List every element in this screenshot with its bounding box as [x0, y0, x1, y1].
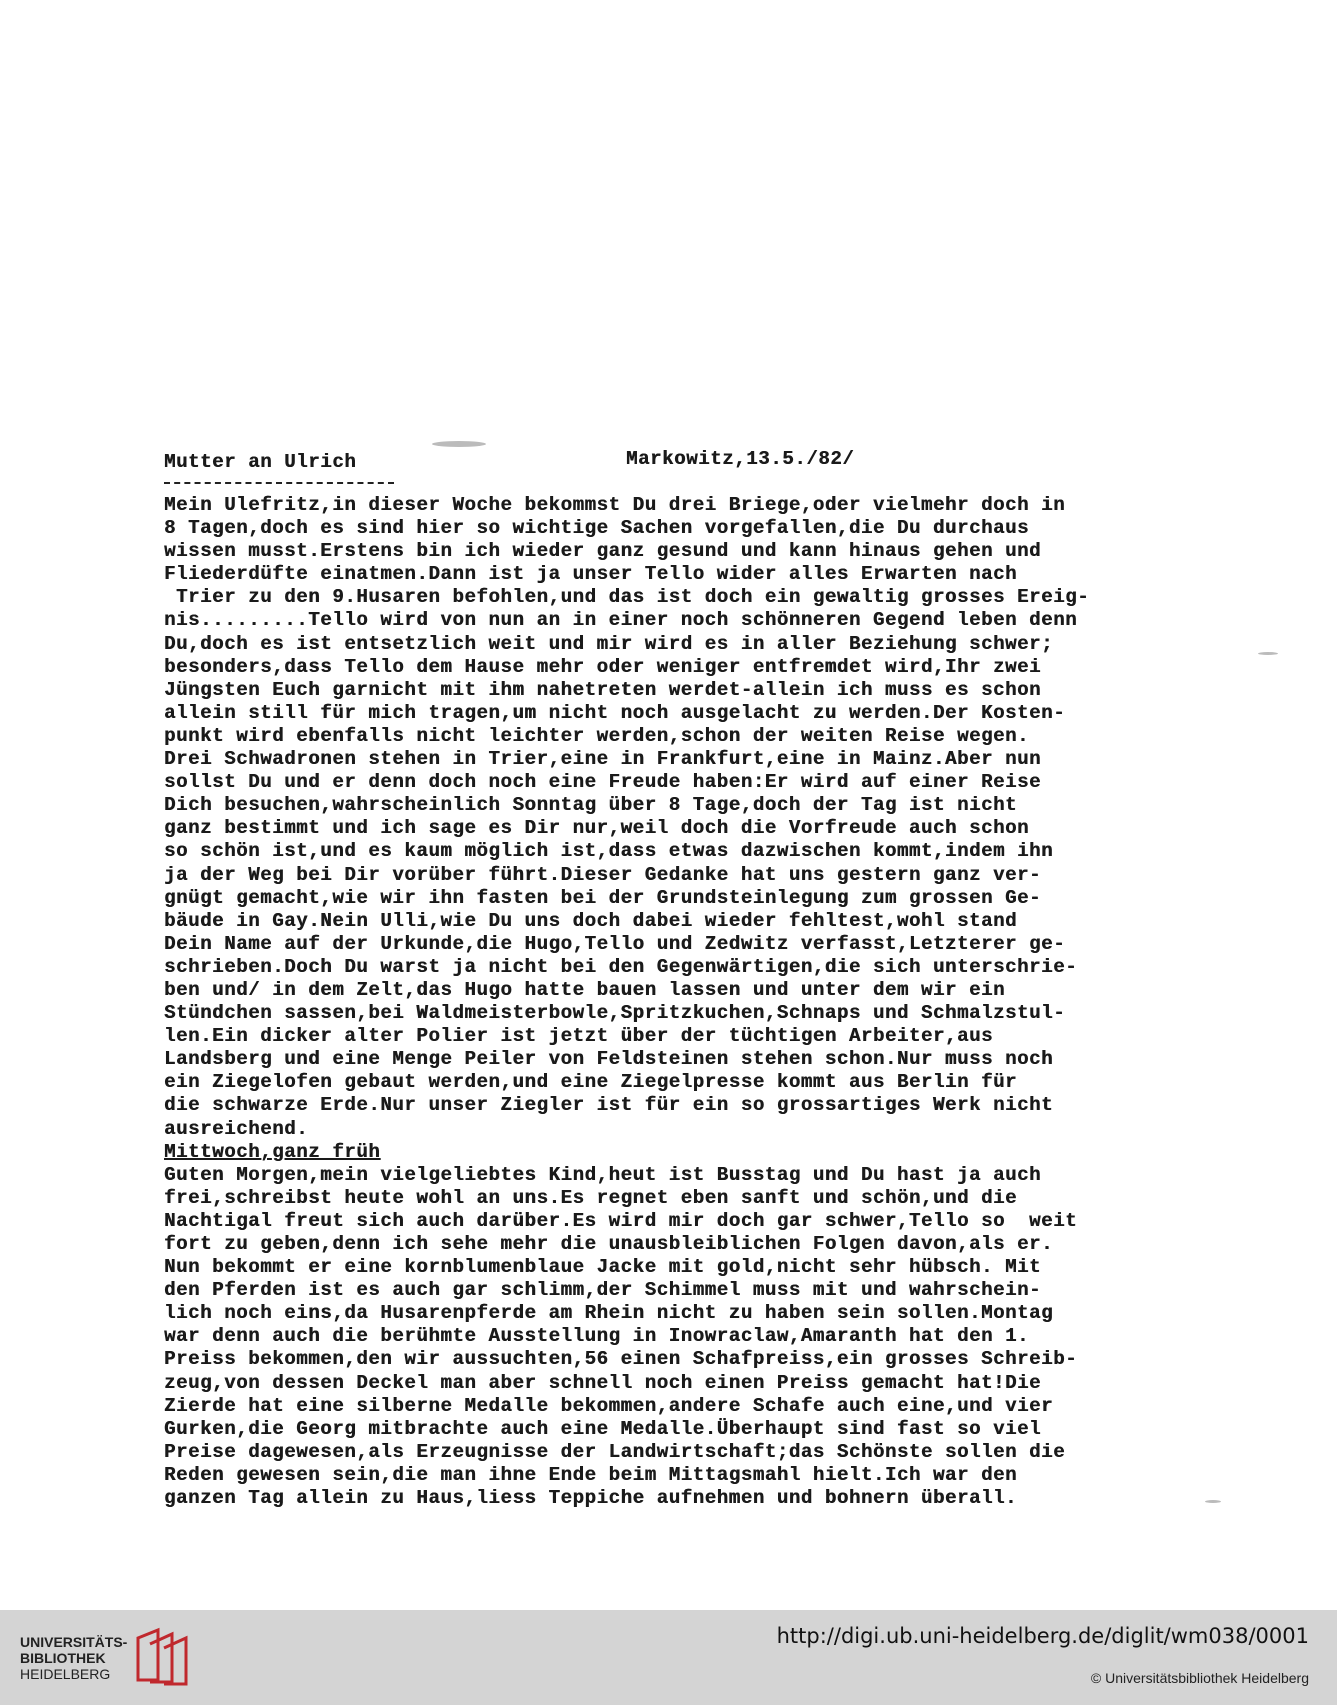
- letter-line: Reden gewesen sein,die man ihne Ende beim Mittagsmahl hielt.Ich war den: [164, 1463, 1018, 1486]
- ink-smudge: [1258, 652, 1278, 655]
- letter-line: frei,schreibst heute wohl an uns.Es regnet eben sanft und schön,und die: [164, 1186, 1018, 1209]
- letter-line: len.Ein dicker alter Polier ist jetzt über der tüchtigen Arbeiter,aus: [164, 1025, 993, 1048]
- letter-line: Dein Name auf der Urkunde,die Hugo,Tello und Zedwitz verfasst,Letzterer ge-: [164, 932, 1066, 955]
- letter-line: ausreichend.: [164, 1117, 309, 1140]
- letter-line: Stündchen sassen,bei Waldmeisterbowle,Spritzkuchen,Schnaps und Schmalzstul-: [164, 1002, 1066, 1025]
- letter-line: ganzen Tag allein zu Haus,liess Teppiche aufnehmen und bohnern überall.: [164, 1487, 1018, 1510]
- logo-line-3: HEIDELBERG: [20, 1666, 111, 1682]
- letter-line: Jüngsten Euch garnicht mit ihm nahetreten werdet-allein ich muss es schon: [164, 678, 1042, 701]
- letter-heading-date: Markowitz,13.5./82/: [626, 448, 855, 470]
- letter-line: 8 Tagen,doch es sind hier so wichtige Sachen vorgefallen,die Du durchaus: [164, 517, 1030, 540]
- letter-line: Drei Schwadronen stehen in Trier,eine in Frankfurt,eine in Mainz.Aber nun: [164, 748, 1042, 771]
- letter-line: Du,doch es ist entsetzlich weit und mir wird es in aller Beziehung schwer;: [164, 632, 1054, 655]
- letter-line: ja der Weg bei Dir vorüber führt.Dieser Gedanke hat uns gestern ganz ver-: [164, 863, 1042, 886]
- letter-line: nis.........Tello wird von nun an in einer noch schönneren Gegend leben denn: [164, 609, 1078, 632]
- heading-underline: [164, 482, 394, 484]
- letter-line: ben und/ in dem Zelt,das Hugo hatte bauen lassen und unter dem wir ein: [164, 978, 1006, 1001]
- letter-line: Preise dagewesen,als Erzeugnisse der Landwirtschaft;das Schönste sollen die: [164, 1440, 1066, 1463]
- letter-line: schrieben.Doch Du warst ja nicht bei den Gegenwärtigen,die sich unterschrie-: [164, 955, 1078, 978]
- letter-line: Gurken,die Georg mitbrachte auch eine Medalle.Überhaupt sind fast so viel: [164, 1417, 1042, 1440]
- ink-smudge: [1205, 1500, 1221, 1503]
- letter-line: wissen musst.Erstens bin ich wieder ganz gesund und kann hinaus gehen und: [164, 540, 1042, 563]
- letter-line: punkt wird ebenfalls nicht leichter werden,schon der weiten Reise wegen.: [164, 724, 1030, 747]
- letter-line: Fliederdüfte einatmen.Dann ist ja unser Tello wider alles Erwarten nach: [164, 563, 1018, 586]
- letter-line: war denn auch die berühmte Ausstellung in Inowraclaw,Amaranth hat den 1.: [164, 1325, 1030, 1348]
- letter-line: den Pferden ist es auch gar schlimm,der Schimmel muss mit und wahrschein-: [164, 1279, 1042, 1302]
- library-logo-text: [20, 1634, 127, 1682]
- logo-line-2: BIBLIOTHEK: [20, 1650, 106, 1666]
- letter-line: bäude in Gay.Nein Ulli,wie Du uns doch dabei wieder fehltest,wohl stand: [164, 909, 1018, 932]
- letter-line: ganz bestimmt und ich sage es Dir nur,weil doch die Vorfreude auch schon: [164, 817, 1030, 840]
- letter-line: ein Ziegelofen gebaut werden,und eine Ziegelpresse kommt aus Berlin für: [164, 1071, 1018, 1094]
- letter-line: sollst Du und er denn doch noch eine Freude haben:Er wird auf einer Reise: [164, 771, 1042, 794]
- ink-smudge: [432, 441, 486, 447]
- letter-line: Nun bekommt er eine kornblumenblaue Jacke mit gold,nicht sehr hübsch. Mit: [164, 1256, 1042, 1279]
- letter-line: allein still für mich tragen,um nicht noch ausgelacht zu werden.Der Kosten-: [164, 701, 1066, 724]
- logo-line-1: UNIVERSITÄTS-: [20, 1634, 128, 1650]
- letter-line: besonders,dass Tello dem Hause mehr oder weniger entfremdet wird,Ihr zwei: [164, 655, 1042, 678]
- letter-line: Preiss bekommen,den wir aussuchten,56 einen Schafpreiss,ein grosses Schreib-: [164, 1348, 1078, 1371]
- letter-line: Landsberg und eine Menge Peiler von Feldsteinen stehen schon.Nur muss noch: [164, 1048, 1054, 1071]
- letter-line: zeug,von dessen Deckel man aber schnell noch einen Preiss gemacht hat!Die: [164, 1371, 1042, 1394]
- footer-bar: [0, 1610, 1337, 1705]
- letter-line: Trier zu den 9.Husaren befohlen,und das ist doch ein gewaltig grosses Ereig-: [164, 586, 1090, 609]
- letter-line: gnügt gemacht,wie wir ihn fasten bei der Grundsteinlegung zum grossen Ge-: [164, 886, 1042, 909]
- letter-line: lich noch eins,da Husarenpferde am Rhein nicht zu haben sein sollen.Montag: [164, 1302, 1054, 1325]
- letter-line: Guten Morgen,mein vielgeliebtes Kind,heut ist Busstag und Du hast ja auch: [164, 1163, 1042, 1186]
- letter-line: fort zu geben,denn ich sehe mehr die unausbleiblichen Folgen davon,als er.: [164, 1233, 1054, 1255]
- permalink-url[interactable]: http://digi.ub.uni-heidelberg.de/diglit/wm038/0001: [776, 1624, 1309, 1648]
- copyright-notice: © Universitätsbibliothek Heidelberg: [1090, 1670, 1309, 1686]
- section-heading-mittwoch: Mittwoch,ganz früh: [164, 1140, 381, 1163]
- letter-line: Zierde hat eine silberne Medalle bekommen,andere Schafe auch eine,und vier: [164, 1394, 1054, 1417]
- letter-line: so schön ist,und es kaum möglich ist,dass etwas dazwischen kommt,indem ihn: [164, 840, 1054, 863]
- letter-line: Mein Ulefritz,in dieser Woche bekommst Du drei Briege,oder vielmehr doch in: [164, 494, 1066, 516]
- library-logo-icon: [132, 1624, 192, 1686]
- letter-body: [164, 494, 1089, 1510]
- letter-line: die schwarze Erde.Nur unser Ziegler ist für ein so grossartiges Werk nicht: [164, 1094, 1054, 1117]
- letter-heading-left: Mutter an Ulrich: [164, 451, 357, 473]
- letter-line: Dich besuchen,wahrscheinlich Sonntag über 8 Tage,doch der Tag ist nicht: [164, 794, 1018, 817]
- letter-line: Nachtigal freut sich auch darüber.Es wird mir doch gar schwer,Tello so weit: [164, 1209, 1078, 1232]
